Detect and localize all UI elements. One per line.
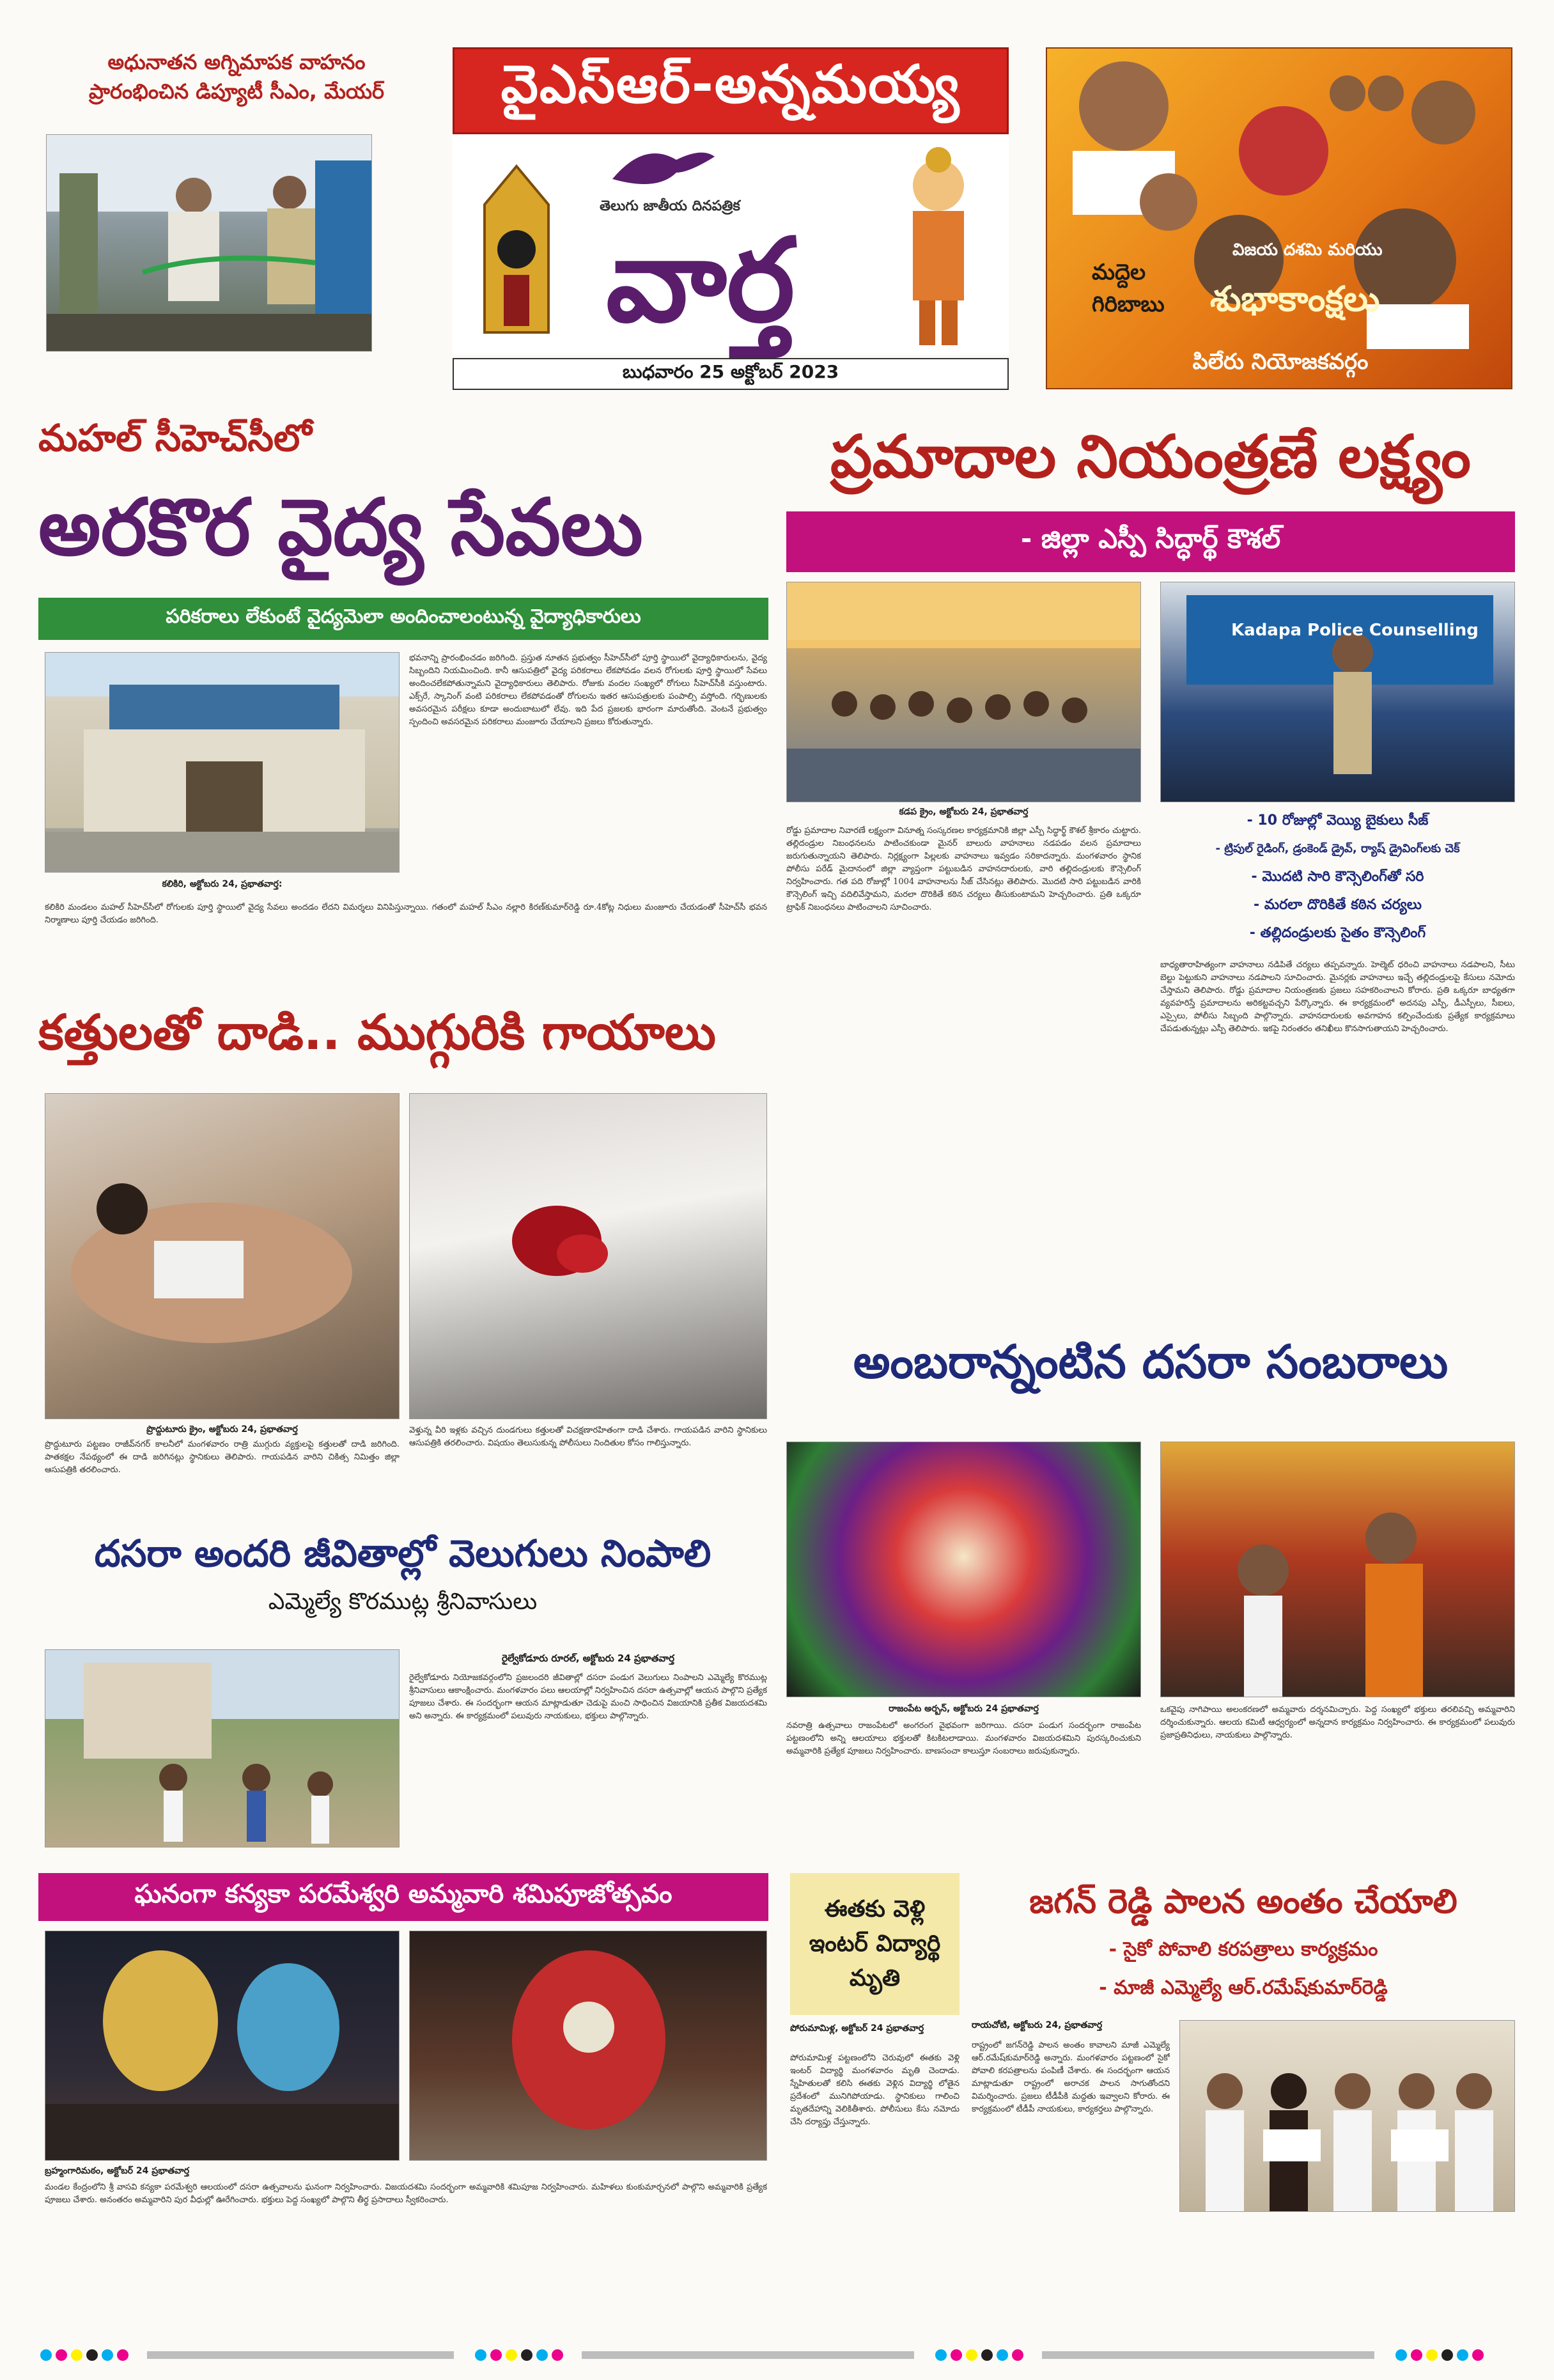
deity-illustration bbox=[874, 147, 1002, 352]
police-bullet: - మరలా దొరికితే కఠిన చర్యలు bbox=[1254, 897, 1422, 913]
stabbing-body-left: ప్రొద్దుటూరు పట్టణం రాజీవ్‌నగర్ కాలనీలో మంగళవారం రాత్రి ముగ్గురు వ్యక్తులపై కత్తులతో దాడి జరిగింది. పాతకక్షల నేపథ్యంలో ఈ దాడి జరిగినట్లు స్థానికులు తెలిపారు. గాయపడిన వారిని చికిత్స నిమిత్తం జిల్లా ఆసుపత్రికి తరలించారు. bbox=[45, 1440, 400, 1475]
ad-greeting-large: శుభాకాంక్షలు bbox=[1210, 279, 1380, 319]
jagan-subhead2: - మాజీ ఎమ్మెల్యే ఆర్.రమేష్‌కుమార్‌రెడ్డి bbox=[1099, 1977, 1388, 1999]
registration-dots-end bbox=[1395, 2349, 1484, 2361]
fire-vehicle-photo-art bbox=[47, 135, 372, 352]
sami-puja-photo-1 bbox=[45, 1931, 400, 2161]
police-banner-text: Kadapa Police Counselling bbox=[1231, 621, 1479, 640]
stabbing-photo-1 bbox=[45, 1093, 400, 1419]
registration-dots-right bbox=[935, 2349, 1023, 2361]
ad-constituency: పిలేరు నియోజకవర్గం bbox=[1192, 349, 1369, 375]
top-left-caption bbox=[38, 47, 435, 106]
masthead-paper-name: వార్త bbox=[606, 214, 795, 348]
top-left-caption-line1: అధునాతన అగ్నిమాపక వాహనం bbox=[107, 50, 366, 74]
sami-puja-photo-2 bbox=[409, 1931, 767, 2161]
masthead-date: బుధవారం 25 అక్టోబర్ 2023 bbox=[453, 358, 1009, 390]
dasara-celebrations-caption: రాజంపేట అర్బన్, అక్టోబరు 24 ప్రభాతవార్త bbox=[889, 1704, 1039, 1714]
dasara-mla-byline: ఎమ్మెల్యే కొరముట్ల శ్రీనివాసులు bbox=[268, 1589, 538, 1615]
stabbing-photo-2-art bbox=[410, 1094, 767, 1419]
hospital-photo-art bbox=[45, 653, 400, 873]
jagan-photo bbox=[1179, 2020, 1515, 2212]
stabbing-headline: కత్తులతో దాడి.. ముగ్గురికి గాయాలు bbox=[38, 1004, 716, 1061]
greetings-ad bbox=[1046, 47, 1512, 389]
ad-greeting-small: విజయ దశమి మరియు bbox=[1232, 240, 1383, 260]
hospital-subhead: పరికరాలు లేకుంటే వైద్యమెలా అందించాలంటున్న వైద్యాధికారులు bbox=[38, 598, 768, 640]
stabbing-body-right: వెళ్తున్న వీరి ఇళ్లకు వచ్చిన దుండగులు కత్తులతో విచక్షణారహితంగా దాడి చేశారు. గాయపడిన వారిని స్థానికులు ఆసుపత్రికి తరలించారు. విషయం తెలుసుకున్న పోలీసులు నిందితుల కోసం గాలిస్తున్నారు. bbox=[409, 1426, 767, 1448]
jagan-dateline: రాయచోటి, అక్టోబరు 24, ప్రభాతవార్త bbox=[972, 2020, 1103, 2030]
jagan-photo-art bbox=[1180, 2021, 1515, 2212]
police-photo-2 bbox=[1160, 582, 1515, 802]
ad-portraits bbox=[1047, 49, 1512, 389]
police-bullet: - 10 రోజుల్లో వెయ్యి బైకులు సీజ్ bbox=[1247, 813, 1429, 828]
masthead-brand bbox=[453, 134, 1009, 355]
police-byline: - జిల్లా ఎస్పీ సిద్ధార్థ్ కౌశల్ bbox=[786, 511, 1515, 572]
sami-puja-caption: బ్రహ్మంగారిమఠం, అక్టోబర్ 24 ప్రభాతవార్త bbox=[45, 2166, 190, 2176]
registration-dots-left bbox=[40, 2349, 128, 2361]
police-body-right: బాధ్యతారాహిత్యంగా వాహనాలు నడిపితే చర్యలు తప్పవన్నారు. హెల్మెట్ ధరించి వాహనాలు నడపాలని, సీటు బెల్టు పెట్టుకుని వాహనాలు నడపాలని సూచించారు. మైనర్లకు వాహనాలు ఇచ్చే తల్లిదండ్రులపై కేసులు నమోదు చేస్తామని తెలిపారు. రోడ్డు ప్రమాదాల నియంత్రణకు ప్రజలు సహకరించాలని కోరారు. ప్రతి ఒక్కరూ బాధ్యతగా వ్యవహరిస్తే ప్రమాదాలను అరికట్టవచ్చని పేర్కొన్నారు. ఈ కార్యక్రమంలో అదనపు ఎస్పీ, డీఎస్పీలు, సీఐలు, ఎస్సైలు, పోలీసు సిబ్బంది పాల్గొన్నారు. వాహనదారులకు అవగాహన కల్పించేందుకు ప్రత్యేక కార్యక్రమాలు చేపడుతున్నట్లు ఎస్పీ తెలిపారు. ఇకపై నిరంతరం తనిఖీలు కొనసాగుతాయని హెచ్చరించారు. bbox=[1160, 960, 1515, 1034]
dasara-mla-headline: దసరా అందరి జీవితాల్లో వెలుగులు నింపాలి bbox=[94, 1532, 711, 1575]
masthead-edition: వైఎస్ఆర్-అన్నమయ్య bbox=[501, 54, 961, 115]
dasara-mla-photo bbox=[45, 1649, 400, 1847]
ad-name-first: మద్దెల bbox=[1092, 260, 1146, 285]
jagan-headline: జగన్ రెడ్డి పాలన అంతం చేయాలి bbox=[1029, 1883, 1457, 1921]
top-left-caption-line2: ప్రారంభించిన డిప్యూటీ సీఎం, మేయర్ bbox=[89, 79, 384, 104]
dasara-celebrations-photo-1 bbox=[786, 1442, 1141, 1697]
police-bullet: - ట్రిపుల్ రైడింగ్, డ్రంకెండ్ డ్రైవ్, ర్యాష్ డ్రైవింగ్‌లకు చెక్ bbox=[1215, 842, 1460, 855]
sami-puja-photo-2-art bbox=[410, 1931, 767, 2161]
student-headline: ఈతకు వెళ్లి ఇంటర్ విద్యార్థి మృతి bbox=[790, 1873, 960, 2015]
stabbing-photo-1-art bbox=[45, 1094, 400, 1419]
hospital-photo-caption: కలికిరి, అక్టోబరు 24, ప్రభాతవార్త: bbox=[162, 879, 283, 889]
dasara-celebrations-headline: అంబరాన్నంటిన దసరా సంబరాలు bbox=[853, 1335, 1449, 1388]
dasara-celebrations-body-left: నవరాత్రి ఉత్సవాలు రాజంపేటలో అంగరంగ వైభవంగా జరిగాయి. దసరా పండుగ సందర్భంగా రాజంపేట పట్టణంలోని అన్ని ఆలయాలు భక్తులతో కిటకిటలాడాయి. మంగళవారం విజయదశమిని పురస్కరించుకుని అమ్మవారికి ప్రత్యేక పూజలు నిర్వహించారు. బాణసంచా కాలుస్తూ సంబరాలు జరుపుకున్నారు. bbox=[786, 1721, 1141, 1756]
hospital-body-right: భవనాన్ని ప్రారంభించడం జరిగింది. ప్రస్తుత నూతన ప్రభుత్వం సీహెచ్‌సీలో పూర్తి స్థాయిలో వైద్యాధికారులను, వైద్య సిబ్బందిని నియమించింది. కానీ ఆసుపత్రిలో వైద్య పరికరాలు లేకపోవడం వలన రోగులకు పూర్తి స్థాయిలో సేవలు అందించలేకపోతున్నామని వైద్యాధికారులు తెలిపారు. రోజుకు వందల సంఖ్యలో రోగులు సీహెచ్‌సీకి వస్తుంటారు. ఎక్స్‌రే, స్కానింగ్ వంటి పరికరాలు లేకపోవడంతో రోగులను ఇతర ఆసుపత్రులకు పంపాల్సి వస్తోంది. గర్భిణులకు అవసరమైన పరీక్షలు కూడా అందుబాటులో లేవు. ఇది పేద ప్రజలకు భారంగా మారుతోంది. వెంటనే ప్రభుత్వం స్పందించి అవసరమైన పరికరాలు మంజూరు చేయాలని ప్రజలు కోరుతున్నారు. bbox=[409, 653, 767, 727]
police-photo-caption: కడప క్రైం, అక్టోబరు 24, ప్రభాతవార్త bbox=[899, 807, 1029, 817]
hospital-body-left: కలికిరి మండలం మహల్ సీహెచ్‌సీలో రోగులకు పూర్తి స్థాయిలో వైద్య సేవలు అందడం లేదని విమర్శలు వినిపిస్తున్నాయి. గతంలో మహల్ సీఎం నల్లారి కిరణ్‌కుమార్‌రెడ్డి రూ.4కోట్ల నిధులు మంజూరు చేయడంతో సీహెచ్‌సీ భవన నిర్మాణాలు పూర్తి చేయడం జరిగింది. bbox=[45, 903, 767, 925]
temple-emblem bbox=[465, 160, 568, 352]
sami-puja-photo-1-art bbox=[45, 1931, 400, 2161]
registration-dots-mid bbox=[475, 2349, 563, 2361]
dasara-mla-body: రైల్వేకోడూరు నియోజకవర్గంలోని ప్రజలందరి జీవితాల్లో దసరా పండుగ వెలుగులు నింపాలని ఎమ్మెల్యే కొరముట్ల శ్రీనివాసులు ఆకాంక్షించారు. మంగళవారం పలు ఆలయాల్లో నిర్వహించిన దసరా ఉత్సవాల్లో ఆయన పాల్గొని ప్రత్యేక పూజలు చేశారు. ఈ సందర్భంగా ఆయన మాట్లాడుతూ చెడుపై మంచి సాధించిన విజయానికి ప్రతీక విజయదశమి అని అన్నారు. ఈ కార్యక్రమంలో పలువురు నాయకులు, భక్తులు పాల్గొన్నారు. bbox=[409, 1673, 767, 1721]
jagan-body: రాష్ట్రంలో జగన్‌రెడ్డి పాలన అంతం కావాలని మాజీ ఎమ్మెల్యే ఆర్.రమేష్‌కుమార్‌రెడ్డి అన్నారు. మంగళవారం పట్టణంలో సైకో పోవాలి కరపత్రాలను పంపిణీ చేశారు. ఈ సందర్భంగా ఆయన మాట్లాడుతూ రాష్ట్రంలో అరాచక పాలన సాగుతోందని విమర్శించారు. ప్రజలు టీడీపీకి మద్దతు ఇవ్వాలని కోరారు. ఈ కార్యక్రమంలో టీడీపీ నాయకులు, కార్యకర్తలు పాల్గొన్నారు. bbox=[972, 2041, 1170, 2114]
hospital-kicker: మహల్ సీహెచ్‌సీలో bbox=[38, 416, 312, 460]
hospital-headline: అరకొర వైద్య సేవలు bbox=[38, 482, 643, 573]
sami-puja-body: మండల కేంద్రంలోని శ్రీ వాసవి కన్యకా పరమేశ్వరి ఆలయంలో దసరా ఉత్సవాలను ఘనంగా నిర్వహించారు. విజయదశమి సందర్భంగా అమ్మవారికి శమిపూజ నిర్వహించారు. మహిళలు కుంకుమార్చనలో పాల్గొని అమ్మవారికి ప్రత్యేక పూజలు చేశారు. అనంతరం అమ్మవారిని పుర వీధుల్లో ఊరేగించారు. భక్తులు పెద్ద సంఖ్యలో పాల్గొని తీర్థ ప్రసాదాలు స్వీకరించారు. bbox=[45, 2182, 767, 2205]
ad-name-second: గిరిబాబు bbox=[1092, 292, 1165, 317]
police-bullet: - తల్లిదండ్రులకు సైతం కౌన్సెలింగ్ bbox=[1249, 925, 1426, 941]
police-photo-1-art bbox=[787, 582, 1141, 802]
police-photo-1 bbox=[786, 582, 1141, 802]
dove-logo bbox=[606, 134, 721, 198]
police-bullet: - మొదటి సారి కౌన్సెలింగ్‌తో సరి bbox=[1251, 869, 1424, 885]
hospital-photo bbox=[45, 652, 400, 873]
dasara-celebrations-photo-2 bbox=[1160, 1442, 1515, 1697]
masthead-edition-bar bbox=[453, 47, 1009, 134]
police-body-left: రోడ్డు ప్రమాదాల నివారణే లక్ష్యంగా వినూత్న సంస్కరణల కార్యక్రమానికి జిల్లా ఎస్పీ సిద్ధార్థ్ కౌశల్ శ్రీకారం చుట్టారు. తల్లిదండ్రుల నిబంధనలను పాటించకుండా మైనర్ బాలురు వాహనాలు నడపడం వలన ప్రమాదాలు జరుగుతున్నాయని తెలిపారు. నిర్లక్ష్యంగా పిల్లలకు వాహనాలు ఇవ్వడం సరికాదన్నారు. మంగళవారం స్థానిక పోలీసు పరేడ్ మైదానంలో జిల్లా వ్యాప్తంగా పట్టుబడిన వాహనదారులకు, వారి తల్లిదండ్రులకు కౌన్సెలింగ్ నిర్వహించారు. గత పది రోజుల్లో 1004 వాహనాలను సీజ్ చేసినట్లు తెలిపారు. మొదటి సారి పట్టుబడిన వారికి కౌన్సెలింగ్ ఇచ్చి వదిలివేస్తామని, మరలా దొరికితే కఠిన చర్యలు తీసుకుంటామని హెచ్చరించారు. ప్రతి ఒక్కరూ ట్రాఫిక్ నిబంధనలు పాటించాలని సూచించారు. bbox=[786, 826, 1141, 912]
police-headline: ప్రమాదాల నియంత్రణే లక్ష్యం bbox=[830, 423, 1471, 491]
police-photo-2-art bbox=[1161, 582, 1515, 802]
dasara-celebrations-photo-2-art bbox=[1161, 1442, 1515, 1697]
masthead-tagline: తెలుగు జాతీయ దినపత్రిక bbox=[600, 198, 740, 214]
student-body: పోరుమామిళ్ల పట్టణంలోని చెరువులో ఈతకు వెళ్లి ఇంటర్ విద్యార్థి మంగళవారం మృతి చెందాడు. స్నేహితులతో కలిసి ఈతకు వెళ్లిన విద్యార్థి లోతైన ప్రదేశంలో మునిగిపోయాడు. స్థానికులు గాలించి మృతదేహాన్ని వెలికితీశారు. పోలీసులు కేసు నమోదు చేసి దర్యాప్తు చేస్తున్నారు. bbox=[790, 2053, 960, 2127]
dasara-mla-photo-art bbox=[45, 1650, 400, 1847]
sami-puja-headline: ఘనంగా కన్యకా పరమేశ్వరి అమ్మవారి శమిపూజోత్సవం bbox=[38, 1873, 768, 1921]
fire-vehicle-photo bbox=[46, 134, 372, 352]
student-dateline: పోరుమామిళ్ల, అక్టోబర్ 24 ప్రభాతవార్త bbox=[790, 2023, 924, 2034]
dasara-celebrations-body-right: ఒకవైపు నాగిపాయి అలంకరణలో అమ్మవారు దర్శనమిచ్చారు. పెద్ద సంఖ్యలో భక్తులు తరలివచ్చి అమ్మవారిని దర్శించుకున్నారు. ఆలయ కమిటీ ఆధ్వర్యంలో అన్నదాన కార్యక్రమం నిర్వహించారు. ఈ కార్యక్రమంలో పలువురు ప్రజాప్రతినిధులు, నాయకులు పాల్గొన్నారు. bbox=[1160, 1705, 1515, 1740]
stabbing-photo-2 bbox=[409, 1093, 767, 1419]
jagan-subhead1: - సైకో పోవాలి కరపత్రాలు కార్యక్రమం bbox=[1108, 1938, 1378, 1961]
print-registration-bar bbox=[38, 2347, 1515, 2363]
police-bullets bbox=[1160, 807, 1515, 947]
dasara-mla-dateline: రైల్వేకోడూరు రూరల్, అక్టోబరు 24 ప్రభాతవార్త bbox=[501, 1653, 675, 1664]
stabbing-photo-caption: ప్రొద్దుటూరు క్రైం, అక్టోబరు 24, ప్రభాతవార్త bbox=[146, 1424, 298, 1435]
